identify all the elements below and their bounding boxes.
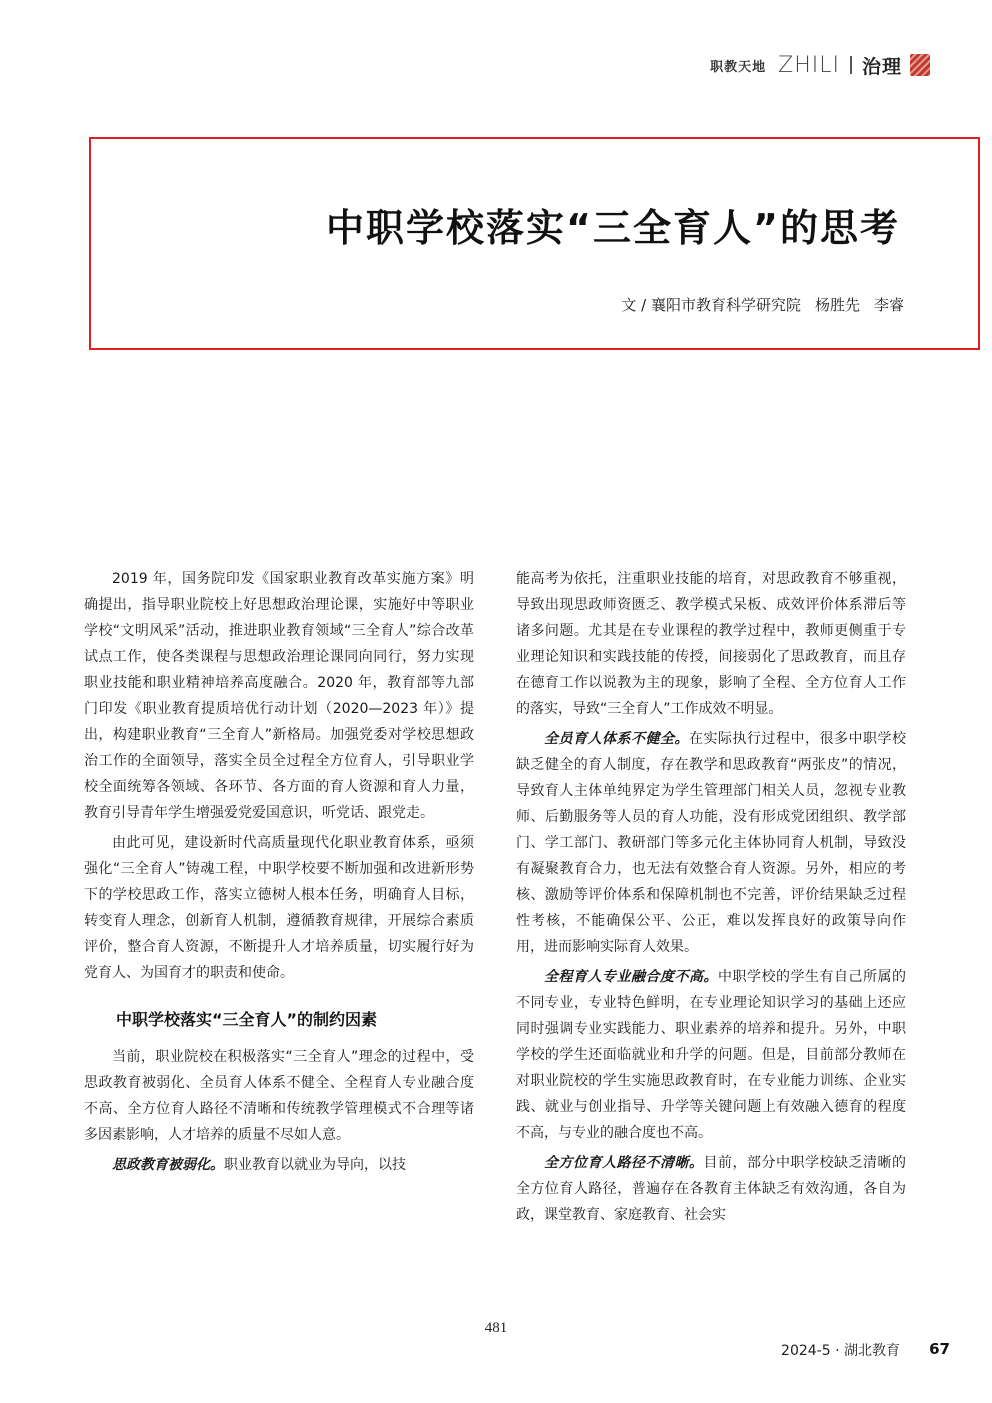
body-paragraph bbox=[516, 964, 906, 1146]
byline-prefix: 文 bbox=[621, 296, 637, 314]
paragraph-text: 目前，部分中职学校缺乏清晰的全方位育人路径，普遍存在各教育主体缺乏有效沟通，各自为政，课堂教育、家庭教育、社会实 bbox=[516, 1155, 906, 1223]
body-paragraph: 当前，职业院校在积极落实“三全育人”理念的过程中，受思政教育被弱化、全员育人体系不健全、全程育人专业融合度不高、全方位育人路径不清晰和传统教学管理模式不合理等诸多因素影响，人才培养的质量不尽如人意。 bbox=[84, 1049, 474, 1143]
paragraph-lead: 全方位育人路径不清晰。 bbox=[544, 1155, 704, 1171]
paragraph-text: 在实际执行过程中，很多中职学校缺乏健全的育人制度，存在教学和思政教育“两张皮”的情况，导致育人主体单纯界定为学生管理部门相关人员，忽视专业教师、后勤服务等人员的育人功能，没有形成党团组织、教学部门、学工部门、教研部门等多元化主体协同育人机制，导致没有凝聚教育合力，也无法有效整合育人资源。另外，相应的考核、激励等评价体系和保障机制也不完善，评价结果缺乏过程性考核，不能确保公平、公正，难以发挥良好的政策导向作用，进而影响实际育人效果。 bbox=[516, 731, 906, 955]
article-title: 中职学校落实“三全育人”的思考 bbox=[326, 206, 900, 250]
brand-latin: ZHILI bbox=[778, 52, 840, 78]
paragraph-lead: 全员育人体系不健全。 bbox=[544, 731, 689, 747]
page-number: 67 bbox=[929, 1340, 950, 1358]
continued-paragraph: 能高考为依托，注重职业技能的培育，对思政教育不够重视，导致出现思政师资匮乏、教学模式呆板、成效评价体系滞后等诸多问题。尤其是在专业课程的教学过程中，教师更侧重于专业理论知识和实践技能的传授，间接弱化了思政教育，而且存在德育工作以说教为主的现象，影响了全程、全方位育人工作的落实，导致“三全育人”工作成效不明显。 bbox=[516, 571, 906, 717]
paragraph-lead: 思政教育被弱化。 bbox=[112, 1157, 224, 1173]
brand-separator bbox=[850, 56, 852, 74]
issue-label: 2024-5 · 湖北教育 bbox=[781, 1343, 900, 1359]
body-paragraph: 2019 年，国务院印发《国家职业教育改革实施方案》明确提出，指导职业院校上好思想政治理论课，实施好中等职业学校“文明风采”活动，推进职业教育领域“三全育人”综合改革试点工作，使各类课程与思想政治理论课同向同行，努力实现职业技能和职业精神培养高度融合。2020 年，教育部等九部门印发《职业教育提质培优行动计划（2020—2023 年）》提出，构建职业教育“三全育人”新格局。加强党委对学校思想政治工作的全面领导，落实全员全过程全方位育人，引导职业学校全面统筹各领域、各环节、各方面的育人资源和育人力量，教育引导青年学生增强爱党爱国意识，听党话、跟党走。 bbox=[84, 571, 474, 821]
left-column bbox=[84, 566, 474, 1178]
paragraph-text: 职业教育以就业为导向，以技 bbox=[224, 1157, 406, 1173]
author-name: 杨胜先 bbox=[814, 296, 860, 314]
column-name: 职教天地 bbox=[710, 59, 767, 75]
scan-page-number: 481 bbox=[484, 1320, 508, 1336]
byline: 文 / 襄阳市教育科学研究院 杨胜先 李睿 bbox=[621, 296, 904, 314]
paragraph-text: 中职学校的学生有自己所属的不同专业，专业特色鲜明，在专业理论知识学习的基础上还应同时强调专业实践能力、职业素养的培养和提升。另外，中职学校的学生还面临就业和升学的问题。但是，目前部分教师在对职业院校的学生实施思政教育时，在专业能力训练、企业实践、就业与创业指导、升学等关键问题上有效融入德育的程度不高，与专业的融合度也不高。 bbox=[516, 969, 906, 1141]
title-highlight-box bbox=[89, 137, 980, 350]
byline-institution: 襄阳市教育科学研究院 bbox=[650, 296, 801, 314]
body-paragraph bbox=[84, 1152, 474, 1178]
seal-logo-icon bbox=[910, 54, 930, 76]
paragraph-lead: 全程育人专业融合度不高。 bbox=[544, 969, 718, 985]
body-paragraph: 由此可见，建设新时代高质量现代化职业教育体系，亟须强化“三全育人”铸魂工程，中职学校要不断加强和改进新形势下的学校思政工作，落实立德树人根本任务，明确育人目标，转变育人理念，创新育人机制，遵循教育规律，开展综合素质评价，整合育人资源，不断提升人才培养质量，切实履行好为党育人、为国育才的职责和使命。 bbox=[84, 835, 474, 981]
brand-chinese: 治理 bbox=[861, 55, 902, 78]
right-column bbox=[516, 566, 906, 1228]
body-paragraph bbox=[516, 1150, 906, 1228]
body-paragraph bbox=[516, 726, 906, 960]
running-header bbox=[710, 50, 930, 80]
author-name: 李睿 bbox=[873, 296, 904, 314]
section-heading: 中职学校落实“三全育人”的制约因素 bbox=[116, 1010, 378, 1029]
